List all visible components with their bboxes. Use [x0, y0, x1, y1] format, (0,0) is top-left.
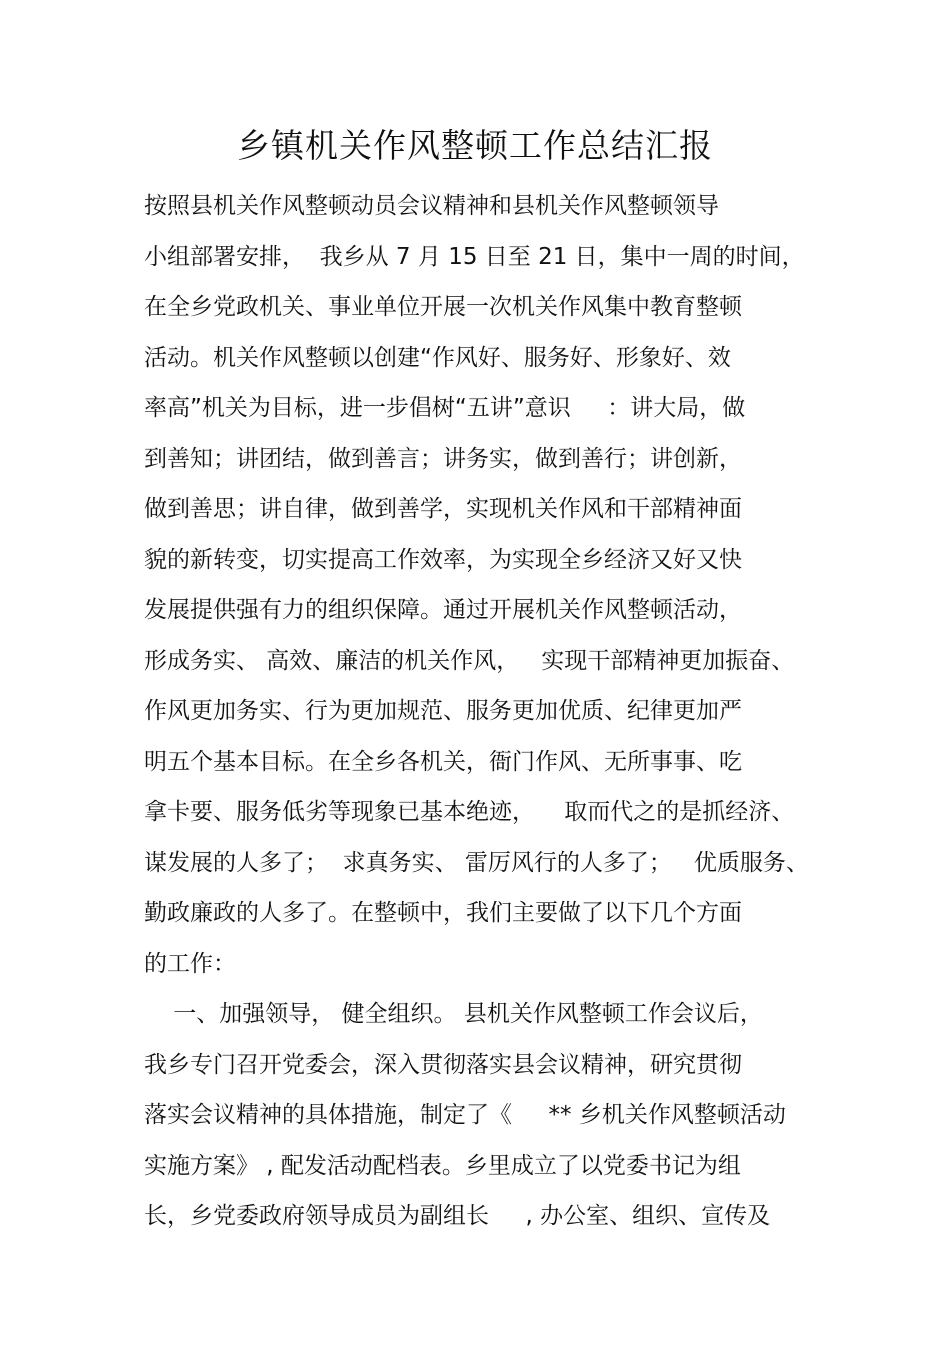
- body-line: 小组部署安排， 我乡从 7 月 15 日至 21 日，集中一周的时间，: [144, 244, 805, 270]
- body-line: 的工作：: [144, 951, 236, 977]
- body-line: 落实会议精神的具体措施，制定了《 ** 乡机关作风整顿活动: [144, 1102, 786, 1128]
- body-line: 实施方案》 , 配发活动配档表。乡里成立了以党委书记为组: [144, 1153, 741, 1179]
- body-line: 形成务实、 高效、廉洁的机关作风， 实现干部精神更加振奋、: [144, 648, 795, 674]
- body-line: 发展提供强有力的组织保障。通过开展机关作风整顿活动，: [144, 597, 742, 623]
- body-line: 勤政廉政的人多了。在整顿中，我们主要做了以下几个方面: [144, 900, 742, 926]
- document-title: 乡镇机关作风整顿工作总结汇报: [237, 126, 713, 165]
- body-line: 明五个基本目标。在全乡各机关，衙门作风、无所事事、吃: [144, 749, 742, 775]
- body-line: 貌的新转变，切实提高工作效率，为实现全乡经济又好又快: [144, 547, 742, 573]
- body-line: 率高”机关为目标，进一步倡树“五讲”意识 ：讲大局，做: [144, 395, 746, 421]
- body-line: 在全乡党政机关、事业单位开展一次机关作风集中教育整顿: [144, 294, 742, 320]
- body-line: 作风更加务实、行为更加规范、服务更加优质、纪律更加严: [144, 698, 742, 724]
- body-line: 长，乡党委政府领导成员为副组长 , 办公室、组织、宣传及: [144, 1203, 771, 1229]
- body-line: 活动。机关作风整顿以创建“作风好、服务好、形象好、效: [144, 345, 731, 371]
- body-line: 一、加强领导， 健全组织。 县机关作风整顿工作会议后，: [144, 1001, 763, 1027]
- body-line: 拿卡要、服务低劣等现象已基本绝迹， 取而代之的是抓经济、: [144, 799, 795, 825]
- body-line: 谋发展的人多了； 求真务实、 雷厉风行的人多了； 优质服务、: [144, 850, 809, 876]
- body-line: 我乡专门召开党委会，深入贯彻落实县会议精神，研究贯彻: [144, 1052, 742, 1078]
- body-line: 到善知；讲团结，做到善言；讲务实，做到善行；讲创新，: [144, 446, 742, 472]
- body-line: 做到善思；讲自律，做到善学，实现机关作风和干部精神面: [144, 496, 742, 522]
- body-line: 按照县机关作风整顿动员会议精神和县机关作风整顿领导: [144, 193, 719, 219]
